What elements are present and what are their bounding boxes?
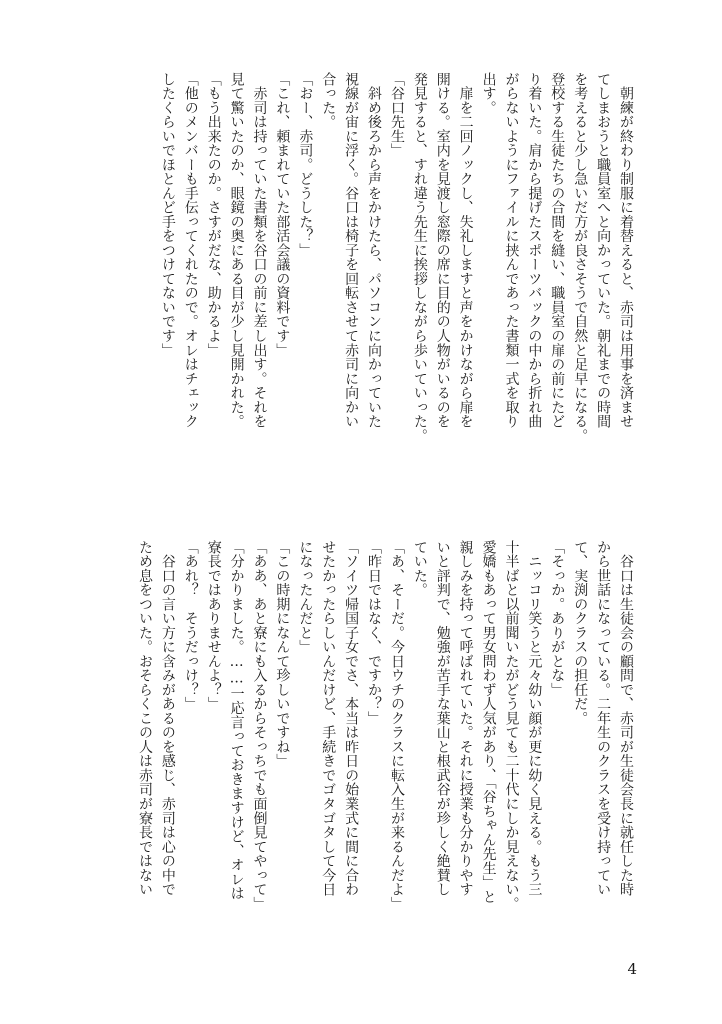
text-line: 朝練が終わり制服に着替えると、赤司は用事を済ませ bbox=[618, 72, 634, 429]
text-line: て、実渕のクラスの担任だ。 bbox=[572, 540, 589, 726]
text-line: したくらいでほとんど手をつけてないです」 bbox=[159, 72, 176, 358]
text-line: 谷口は生徒会の顧問で、赤司が生徒会長に就任した時 bbox=[618, 540, 634, 897]
text-line: り着いた。肩から提げたスポーツバックの中から折れ曲 bbox=[526, 72, 543, 429]
text-line: 「分かりました。……一応言っておきますけど、オレは bbox=[228, 540, 245, 901]
text-line: 「他のメンバーも手伝ってくれたので。オレはチェック bbox=[182, 72, 199, 429]
text-line: ニッコリ笑うと元々幼い顔が更に幼く見える。もう三 bbox=[526, 540, 543, 897]
text-line: 「もう出来たのか。さすがだな、助かるよ」 bbox=[205, 72, 222, 358]
text-line: 「ソイツ帰国子女でさ、本当は昨日の始業式に間に合わ bbox=[343, 540, 360, 897]
text-line: 「あ、そーだ。今日ウチのクラスに転入生が来るんだよ」 bbox=[388, 540, 405, 911]
text-line: 「おー、赤司。どうした？」 bbox=[297, 72, 314, 258]
text-line: 登校する生徒たちの合間を縫い、職員室の扉の前にたど bbox=[549, 72, 566, 429]
upper-text-block bbox=[107, 72, 637, 504]
text-line: から世話になっている。二年生のクラスを受け持ってい bbox=[595, 540, 612, 897]
text-line: 「この時期になんて珍しいですね」 bbox=[274, 540, 291, 769]
text-line: 谷口の言い方に含みがあるのを感じ、赤司は心の中で bbox=[159, 540, 176, 897]
text-line: ていた。 bbox=[411, 540, 428, 598]
text-line: 「ああ、あと寮にも入るからそっちでも面倒見てやって」 bbox=[251, 540, 268, 911]
text-line: 十半ばと以前聞いたがどう見ても二十代にしか見えない。 bbox=[503, 540, 520, 911]
text-line: を考えると少し急いだ方が良さそうで自然と足早になる。 bbox=[572, 72, 589, 443]
text-line: 「あれ？ そうだっけ？」 bbox=[182, 540, 199, 712]
text-line: 見て驚いたのか、眼鏡の奥にある目が少し見開かれた。 bbox=[228, 72, 245, 429]
text-line: 視線が宙に浮く。谷口は椅子を回転させて赤司に向かい bbox=[343, 72, 360, 429]
text-line: 斜め後ろから声をかけたら、パソコンに向かっていた bbox=[366, 72, 383, 429]
text-line: てしまおうと職員室へと向かっていた。朝礼までの時間 bbox=[595, 72, 612, 429]
text-line: 赤司は持っていた書類を谷口の前に差し出す。それを bbox=[251, 72, 268, 429]
text-line: 寮長ではありませんよ？」 bbox=[205, 540, 222, 712]
lower-text-block bbox=[107, 540, 637, 972]
text-line: 「昨日ではなく、ですか？」 bbox=[366, 540, 383, 726]
text-line: 扉を二回ノックし、失礼しますと声をかけながら扉を bbox=[457, 72, 474, 429]
text-line: がらないようにファイルに挟んであった書類一式を取り bbox=[503, 72, 520, 429]
text-line: 合った。 bbox=[320, 72, 337, 130]
text-line: いと評判で、勉強が苦手な葉山と根武谷が珍しく絶賛し bbox=[434, 540, 451, 897]
text-line: 「これ、頼まれていた部活会議の資料です」 bbox=[274, 72, 291, 358]
page-number: 4 bbox=[627, 960, 637, 978]
text-line: 親しみを持って呼ばれていた。それに授業も分かりやす bbox=[457, 540, 474, 897]
text-line: 「谷口先生」 bbox=[388, 72, 405, 158]
text-line: 開ける。室内を見渡し窓際の席に目的の人物がいるのを bbox=[434, 72, 451, 429]
text-line: 「そっか。ありがとな」 bbox=[549, 540, 566, 697]
text-line: 発見すると、すれ違う先生に挨拶しながら歩いていった。 bbox=[411, 72, 428, 443]
text-line: 愛嬌もあって男女問わず人気があり、「谷ちゃん先生」と bbox=[480, 540, 497, 904]
text-line: 出す。 bbox=[480, 72, 497, 115]
text-line: せたかったらしいんだけど、手続きでゴタゴタして今日 bbox=[320, 540, 337, 897]
text-line: になったんだと」 bbox=[297, 540, 314, 655]
text-line: ため息をついた。おそらくこの人は赤司が寮長ではない bbox=[136, 540, 153, 897]
